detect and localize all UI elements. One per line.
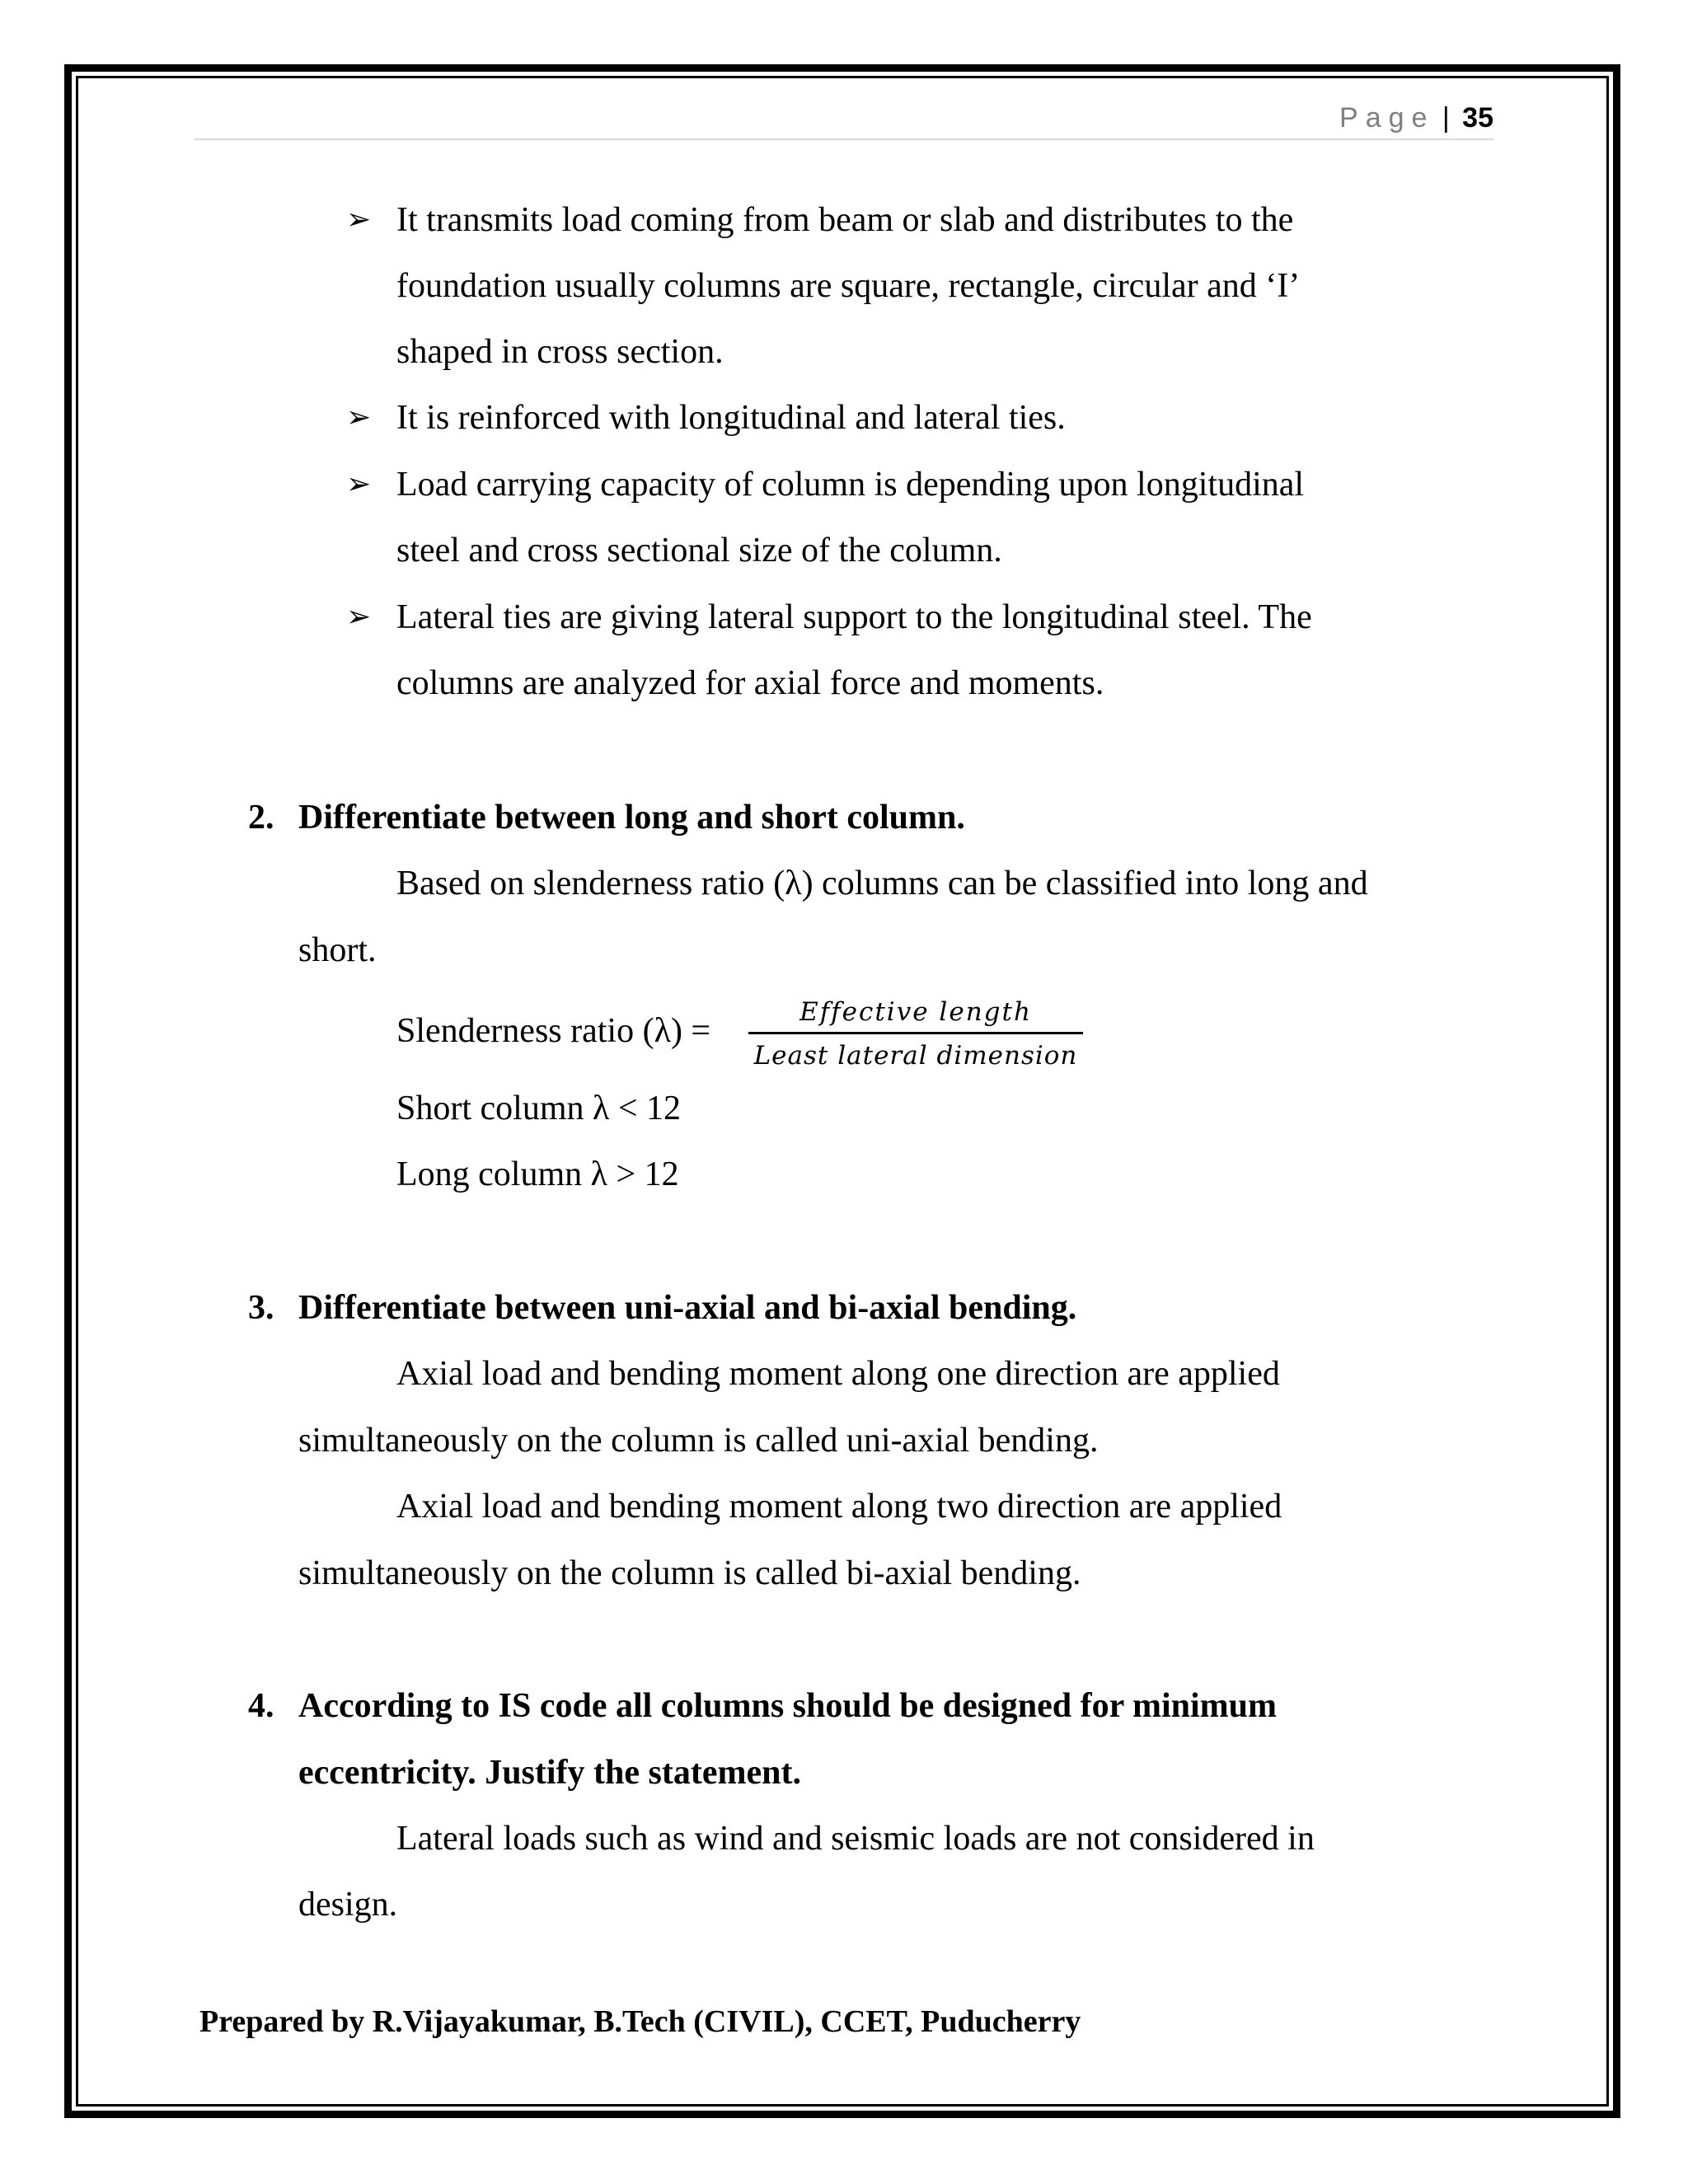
question-2-number: 2. <box>248 799 274 837</box>
question-4-para-line-2: design. <box>298 1886 398 1924</box>
arrow-bullet-icon: ➢ <box>346 203 372 237</box>
fraction-bar <box>748 1032 1083 1034</box>
question-4-heading-line-2: eccentricity. Justify the statement. <box>298 1754 801 1792</box>
page-separator: | <box>1442 102 1450 134</box>
fraction-denominator: Least lateral dimension <box>753 1041 1078 1071</box>
bullet-1-line-2: foundation usually columns are square, rectangle, circular and ‘I’ <box>396 267 1301 305</box>
question-3-para1-line-2: simultaneously on the column is called uni-axial bending. <box>298 1422 1099 1460</box>
bullet-3-line-2: steel and cross sectional size of the column. <box>396 532 1002 569</box>
long-column-condition: Long column λ > 12 <box>396 1155 679 1193</box>
page-header <box>195 97 1493 140</box>
question-2-para-line-1: Based on slenderness ratio (λ) columns can be classified into long and <box>396 865 1368 902</box>
short-column-condition: Short column λ < 12 <box>396 1090 682 1127</box>
arrow-bullet-icon: ➢ <box>346 600 372 634</box>
bullet-1-line-1: It transmits load coming from beam or slab and distributes to the <box>396 201 1294 239</box>
page-border-inner <box>76 76 1609 2107</box>
bullet-3-line-1: Load carrying capacity of column is depending upon longitudinal <box>396 466 1305 504</box>
arrow-bullet-icon: ➢ <box>346 467 372 501</box>
question-4-para-line-1: Lateral loads such as wind and seismic loads are not considered in <box>396 1820 1315 1858</box>
slenderness-fraction <box>748 994 1083 1072</box>
page-label: Page <box>1339 102 1435 134</box>
bullet-1-line-3: shaped in cross section. <box>396 333 724 371</box>
question-3-number: 3. <box>248 1289 274 1327</box>
question-3-heading: Differentiate between uni-axial and bi-axial bending. <box>298 1289 1077 1327</box>
bullet-4-line-2: columns are analyzed for axial force and moments. <box>396 664 1104 702</box>
question-3-para1-line-1: Axial load and bending moment along one direction are applied <box>396 1355 1280 1393</box>
slenderness-formula-label: Slenderness ratio (λ) = <box>396 1012 711 1050</box>
question-3-para2-line-2: simultaneously on the column is called bi-axial bending. <box>298 1554 1081 1592</box>
bullet-2-line-1: It is reinforced with longitudinal and lateral ties. <box>396 399 1066 437</box>
question-2-para-line-2: short. <box>298 931 377 969</box>
bullet-4-line-1: Lateral ties are giving lateral support to the longitudinal steel. The <box>396 598 1312 636</box>
question-2-heading: Differentiate between long and short column. <box>298 799 965 837</box>
arrow-bullet-icon: ➢ <box>346 401 372 434</box>
question-4-heading-line-1: According to IS code all columns should be designed for minimum <box>298 1687 1278 1725</box>
question-3-para2-line-1: Axial load and bending moment along two direction are applied <box>396 1488 1282 1526</box>
page-footer: Prepared by R.Vijayakumar, B.Tech (CIVIL), CCET, Puducherry <box>199 2004 1081 2039</box>
page-number: 35 <box>1462 102 1493 134</box>
fraction-numerator: Effective length <box>799 997 1032 1027</box>
question-4-number: 4. <box>248 1687 274 1725</box>
